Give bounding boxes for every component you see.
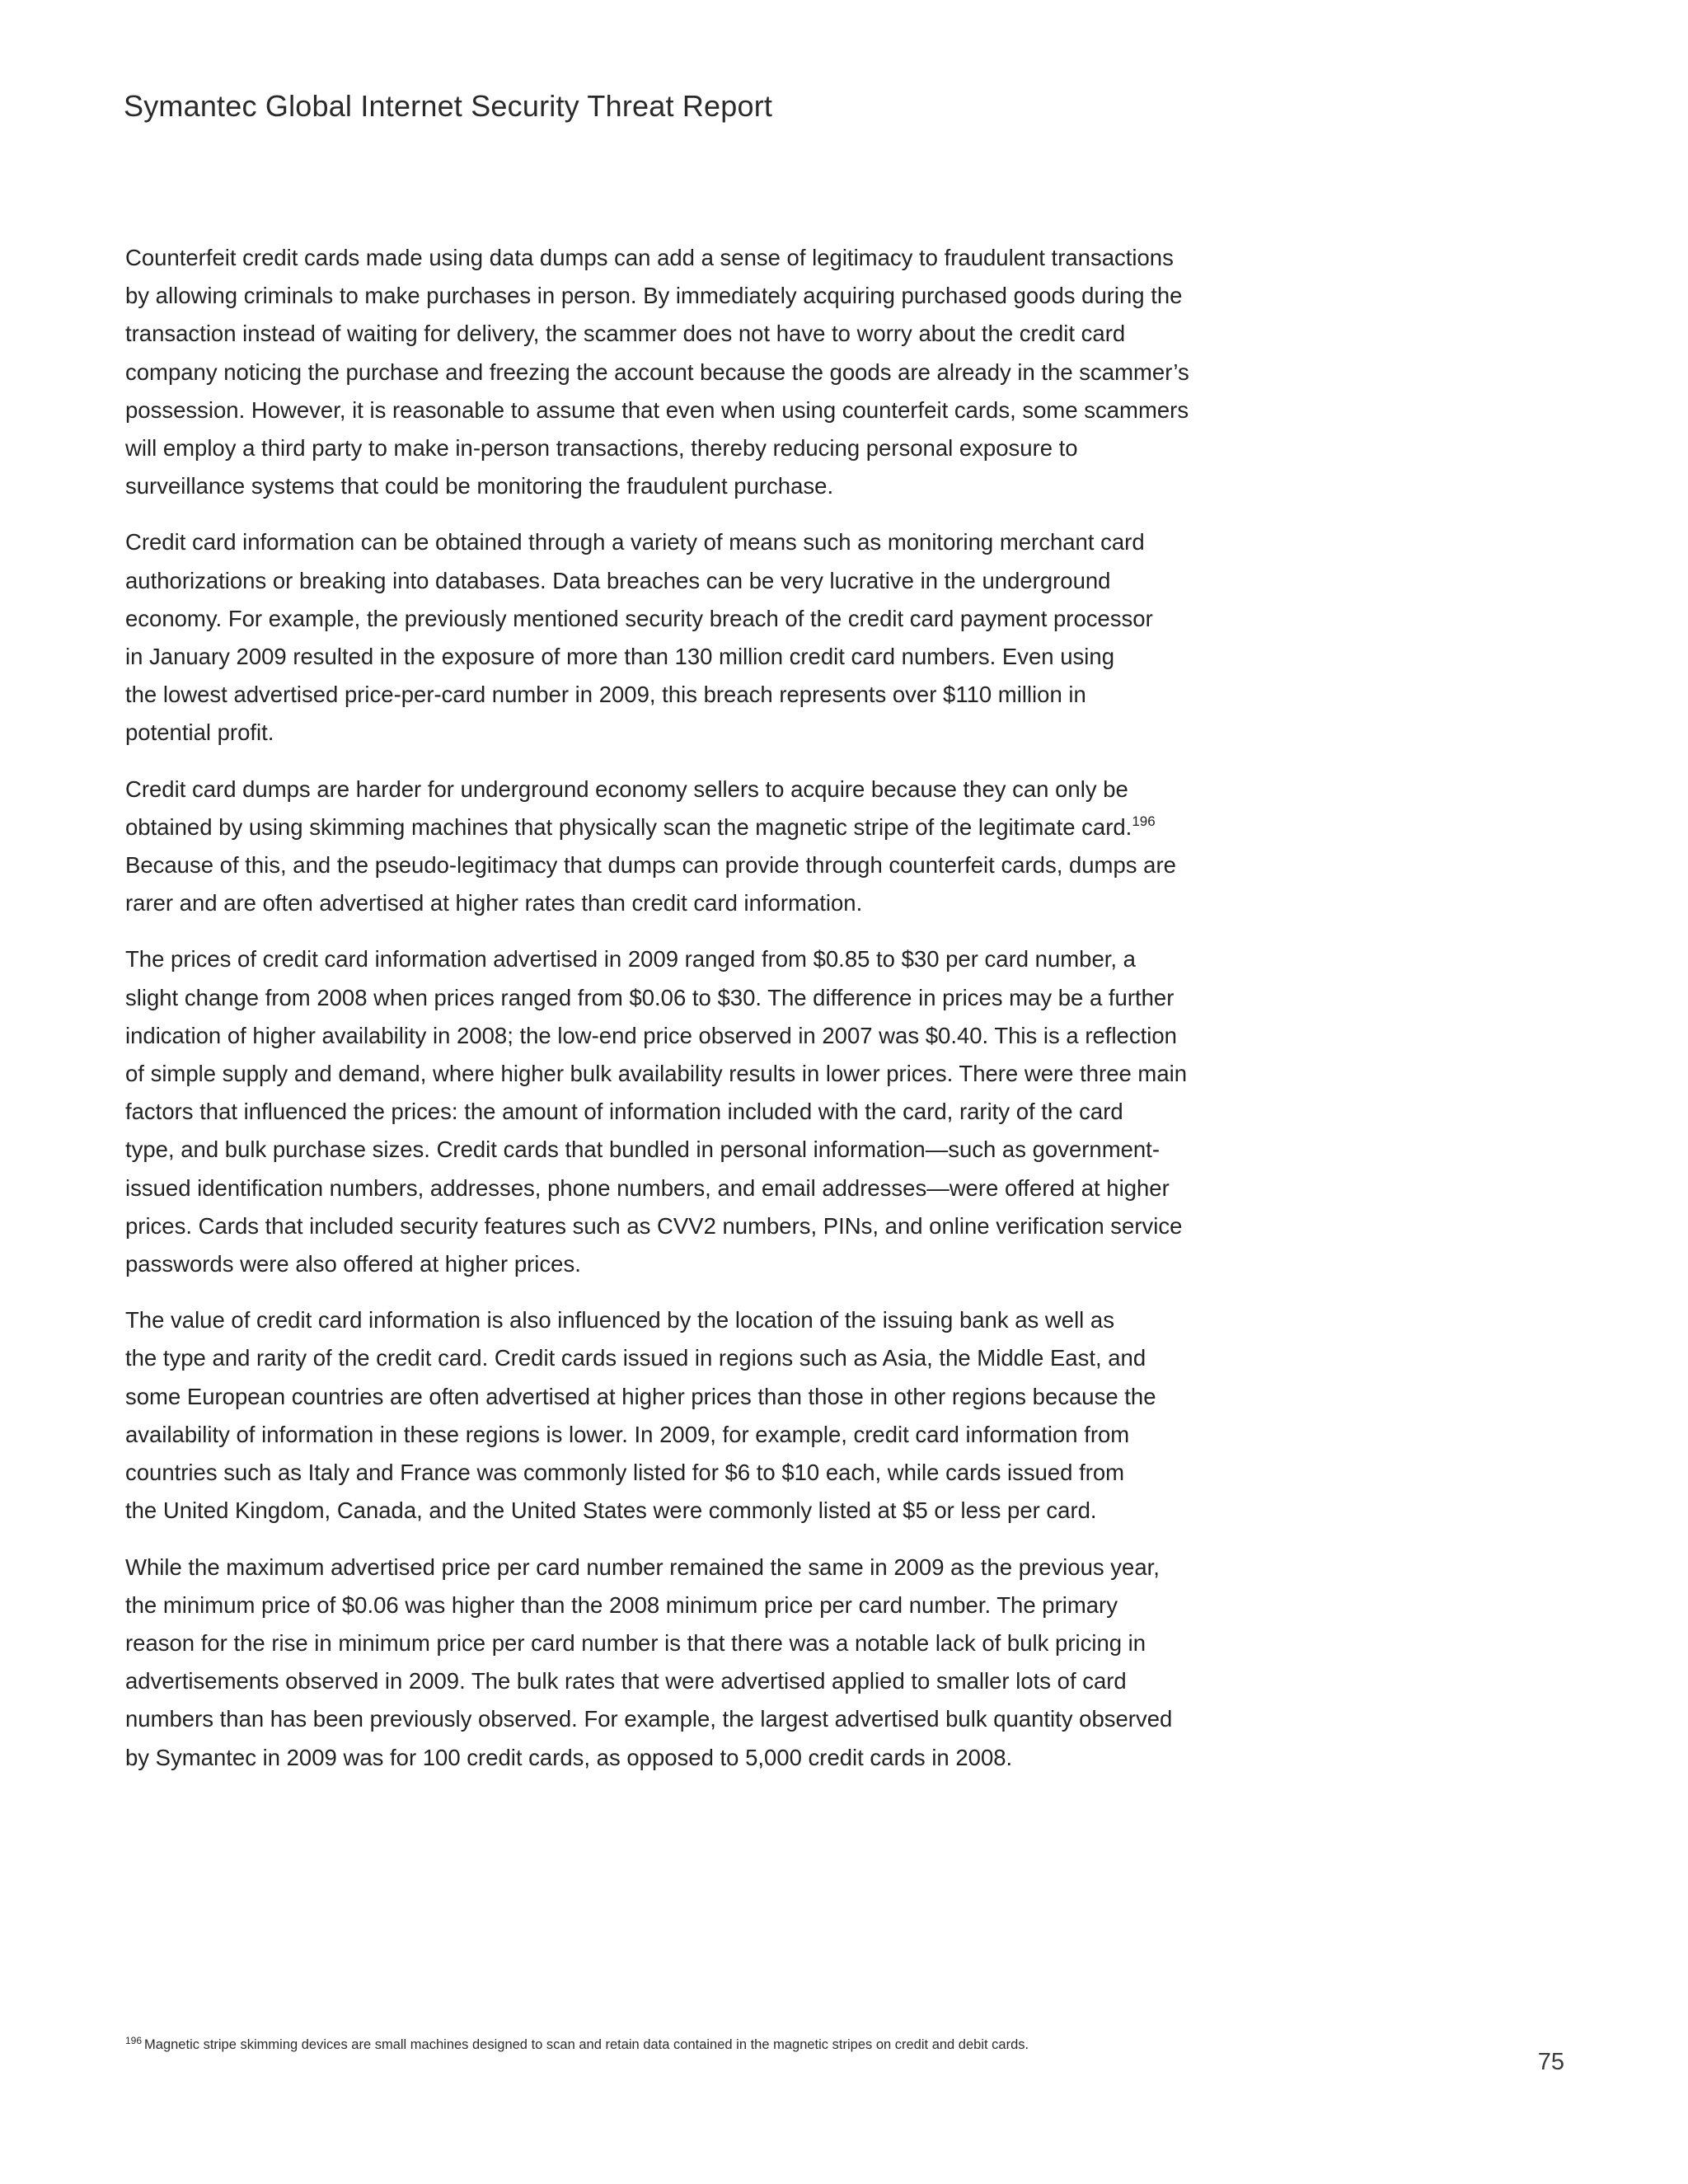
text-line: Because of this, and the pseudo-legitimacy that dumps can provide through counterfeit cards, dumps are [125, 852, 1176, 879]
text-line: factors that influenced the prices: the amount of information included with the card, rarity of the card [125, 1099, 1123, 1125]
text-line: some European countries are often advertised at higher prices than those in other regions because the [125, 1383, 1156, 1409]
text-line-with-footnote [125, 808, 1254, 846]
text-line: will employ a third party to make in-person transactions, thereby reducing personal exposure to [125, 435, 1078, 462]
text-line: issued identification numbers, addresses, phone numbers, and email addresses—were offered at higher [125, 1174, 1170, 1201]
report-title: Symantec Global Internet Security Threat Report [124, 89, 773, 123]
footnote [125, 2037, 1029, 2053]
text-line: the lowest advertised price-per-card number in 2009, this breach represents over $110 million in [125, 682, 1086, 708]
text-line: prices. Cards that included security features such as CVV2 numbers, PINs, and online verification service [125, 1212, 1183, 1239]
paragraph-1 [125, 239, 1254, 505]
footnote-reference[interactable]: 196 [1132, 813, 1156, 829]
page-number: 75 [1537, 2049, 1564, 2075]
text-line: numbers than has been previously observed. For example, the largest advertised bulk quantity observed [125, 1706, 1173, 1732]
text-line: authorizations or breaking into databases. Data breaches can be very lucrative in the underground [125, 567, 1111, 593]
text-line: countries such as Italy and France was commonly listed for $6 to $10 each, while cards issued from [125, 1460, 1125, 1486]
text-line: The value of credit card information is also influenced by the location of the issuing bank as well as [125, 1307, 1114, 1333]
text-line: obtained by using skimming machines that physically scan the magnetic stripe of the legitimate card. [125, 813, 1132, 840]
text-line: company noticing the purchase and freezing the account because the goods are already in the scammer’s [125, 359, 1189, 385]
text-line: Credit card information can be obtained through a variety of means such as monitoring merchant card [125, 529, 1145, 555]
text-line: by Symantec in 2009 was for 100 credit cards, as opposed to 5,000 credit cards in 2008. [125, 1744, 1013, 1770]
text-line: rarer and are often advertised at higher rates than credit card information. [125, 890, 863, 916]
paragraph-3 [125, 771, 1254, 923]
text-line: surveillance systems that could be monitoring the fraudulent purchase. [125, 473, 834, 499]
text-line: availability of information in these regions is lower. In 2009, for example, credit card information from [125, 1421, 1130, 1447]
text-line: possession. However, it is reasonable to assume that even when using counterfeit cards, some scammers [125, 396, 1189, 423]
text-line: The prices of credit card information advertised in 2009 ranged from $0.85 to $30 per card number, a [125, 946, 1136, 972]
body-text [125, 239, 1254, 1795]
paragraph-5 [125, 1301, 1254, 1530]
text-line: the minimum price of $0.06 was higher than the 2008 minimum price per card number. The primary [125, 1591, 1118, 1618]
text-line: Credit card dumps are harder for underground economy sellers to acquire because they can only be [125, 776, 1128, 802]
text-line: by allowing criminals to make purchases in person. By immediately acquiring purchased goods during the [125, 283, 1183, 309]
text-line: of simple supply and demand, where higher bulk availability results in lower prices. There were three main [125, 1061, 1188, 1087]
text-line: type, and bulk purchase sizes. Credit cards that bundled in personal information—such as government- [125, 1137, 1160, 1163]
text-line: advertisements observed in 2009. The bulk rates that were advertised applied to smaller lots of card [125, 1668, 1127, 1694]
text-line: Counterfeit credit cards made using data dumps can add a sense of legitimacy to fraudulent transactions [125, 245, 1174, 270]
text-line: transaction instead of waiting for delivery, the scammer does not have to worry about the credit card [125, 321, 1126, 347]
text-line: the United Kingdom, Canada, and the United States were commonly listed at $5 or less per card. [125, 1497, 1097, 1524]
text-line: While the maximum advertised price per card number remained the same in 2009 as the previous year, [125, 1554, 1160, 1580]
text-line: slight change from 2008 when prices ranged from $0.06 to $30. The difference in prices may be a further [125, 984, 1175, 1010]
text-line: potential profit. [125, 719, 274, 746]
footnote-text: Magnetic stripe skimming devices are small machines designed to scan and retain data contained in the magnetic stripes on credit and debit cards. [144, 2037, 1029, 2052]
text-line: the type and rarity of the credit card. Credit cards issued in regions such as Asia, the Middle East, and [125, 1345, 1146, 1371]
paragraph-6 [125, 1549, 1254, 1777]
text-line: indication of higher availability in 2008; the low-end price observed in 2007 was $0.40. This is a reflection [125, 1022, 1177, 1048]
paragraph-4 [125, 940, 1254, 1283]
text-line: reason for the rise in minimum price per card number is that there was a notable lack of bulk pricing in [125, 1629, 1146, 1656]
footnote-number: 196 [125, 2035, 143, 2046]
text-line: economy. For example, the previously mentioned security breach of the credit card payment processor [125, 605, 1153, 631]
paragraph-2 [125, 523, 1254, 752]
text-line: in January 2009 resulted in the exposure of more than 130 million credit card numbers. Even using [125, 644, 1114, 670]
text-line: passwords were also offered at higher prices. [125, 1251, 581, 1277]
